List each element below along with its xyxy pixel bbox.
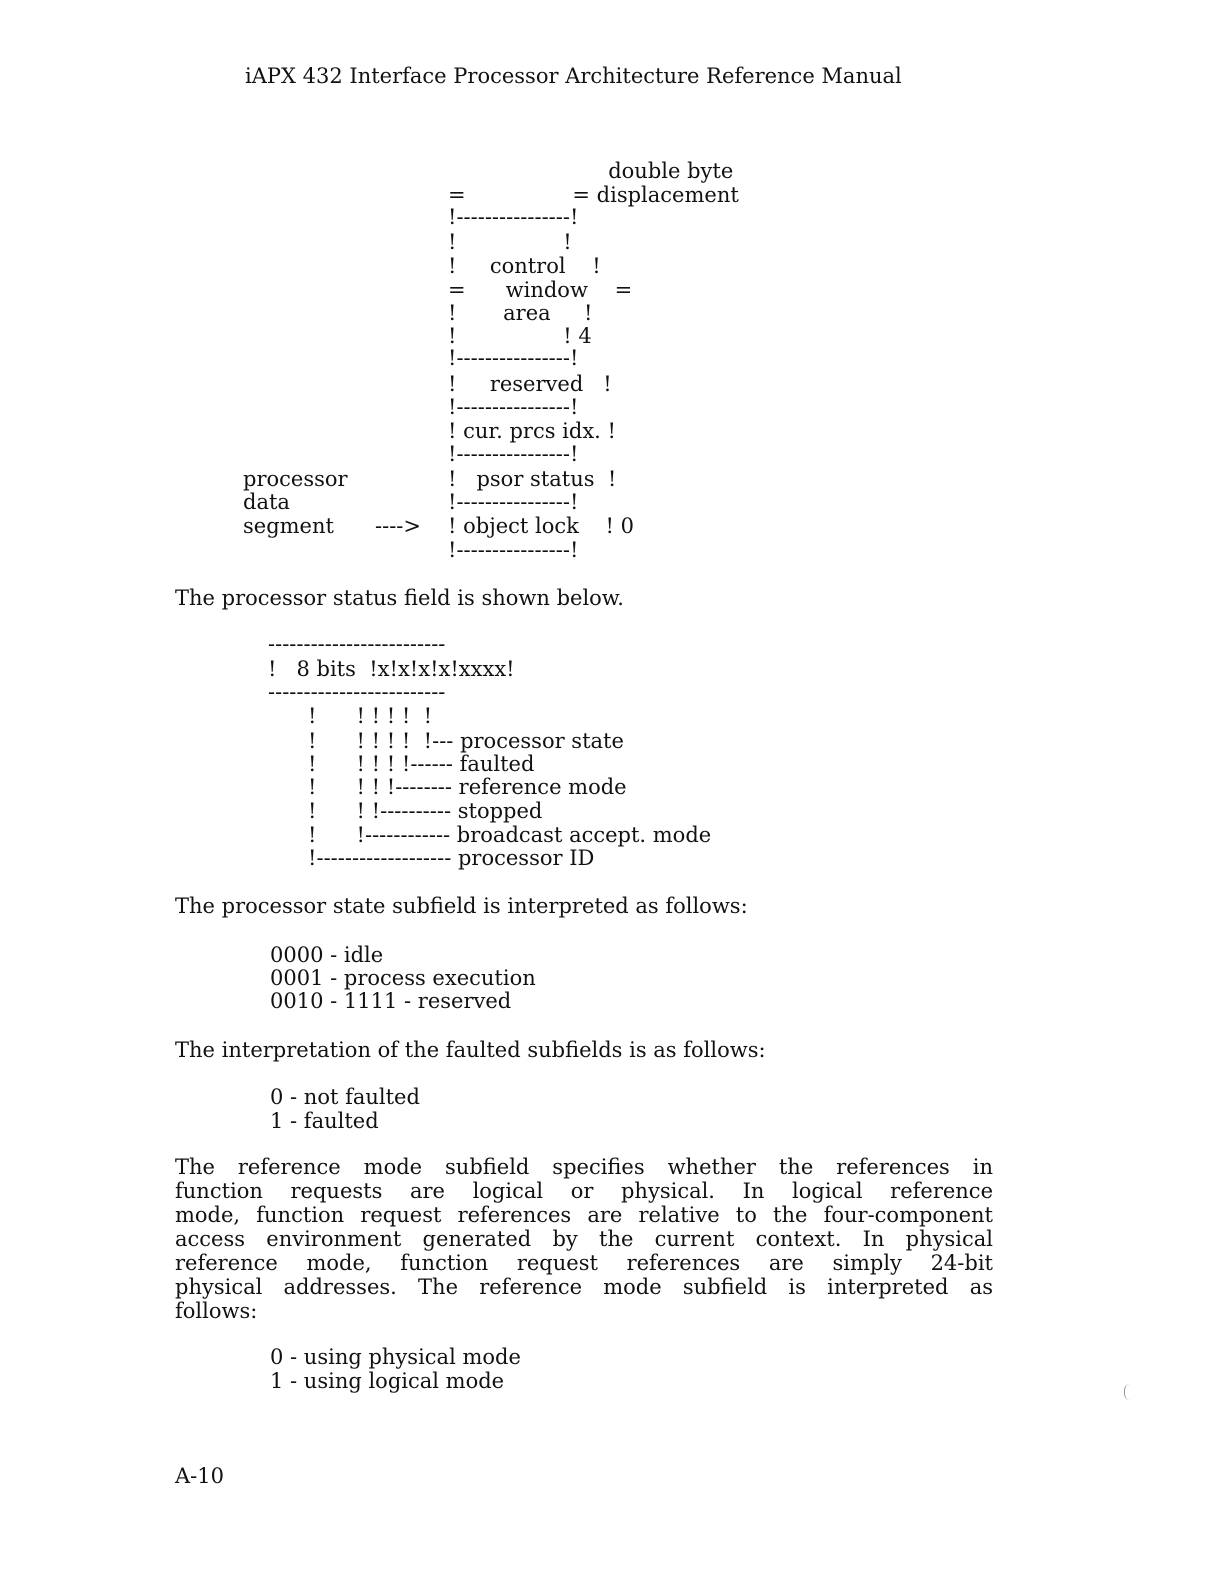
diagram-line: = = displacement: [448, 183, 739, 207]
diagram-line: !----------------!: [448, 442, 579, 466]
running-header: iAPX 432 Interface Processor Architecture Reference Manual: [245, 64, 902, 88]
diagram-line: ! control !: [448, 254, 601, 278]
diagram-label: segment: [243, 514, 334, 538]
diagram-line: ! reserved !: [448, 372, 612, 396]
paragraph-line: reference mode, function request references are simply 24-bit: [175, 1251, 993, 1275]
diagram-label: processor: [243, 467, 348, 491]
paragraph-line: physical addresses. The reference mode subfield is interpreted as: [175, 1275, 993, 1299]
diagram-line: !----------------!: [448, 490, 579, 514]
reference-mode-paragraph: [175, 1155, 993, 1323]
bitfield-line: ! 8 bits !x!x!x!x!xxxx!: [268, 657, 515, 681]
diagram-line: ! ! 4: [448, 324, 592, 348]
diagram-line: !----------------!: [448, 395, 579, 419]
diagram-arrow: ---->: [375, 514, 421, 538]
bitfield-line: -------------------------: [268, 680, 446, 704]
paragraph-line: access environment generated by the current context. In physical: [175, 1227, 993, 1251]
bitfield-line: -------------------------: [268, 632, 446, 656]
diagram-line: !----------------!: [448, 346, 579, 370]
faulted-list-item: 0 - not faulted: [270, 1085, 420, 1109]
diagram-line: !----------------!: [448, 538, 579, 562]
paragraph-line: follows:: [175, 1299, 258, 1323]
paragraph-line: The reference mode subfield specifies whether the references in: [175, 1155, 993, 1179]
bitfield-line: ! ! ! ! ! !: [268, 704, 433, 728]
faulted-list-item: 1 - faulted: [270, 1109, 379, 1133]
status-intro-text: The processor status field is shown below.: [175, 586, 624, 610]
bitfield-line: !------------------- processor ID: [268, 846, 595, 870]
diagram-line: ! !: [448, 230, 572, 254]
scan-artifact-mark: [1124, 1384, 1131, 1400]
diagram-line: double byte: [448, 159, 734, 183]
diagram-line: ! object lock ! 0: [448, 514, 635, 538]
diagram-line: ! area !: [448, 301, 593, 325]
faulted-intro-text: The interpretation of the faulted subfields is as follows:: [175, 1038, 766, 1062]
diagram-label: data: [243, 490, 290, 514]
diagram-line: = window =: [448, 278, 633, 302]
mode-list-item: 1 - using logical mode: [270, 1369, 505, 1393]
bitfield-line: ! !------------ broadcast accept. mode: [268, 823, 712, 847]
bitfield-line: ! ! ! ! ! !--- processor state: [268, 729, 624, 753]
diagram-line: !----------------!: [448, 205, 579, 229]
paragraph-line: function requests are logical or physical. In logical reference: [175, 1179, 993, 1203]
state-intro-text: The processor state subfield is interpreted as follows:: [175, 894, 748, 918]
mode-list-item: 0 - using physical mode: [270, 1345, 521, 1369]
state-list-item: 0000 - idle: [270, 943, 384, 967]
bitfield-line: ! ! !---------- stopped: [268, 799, 543, 823]
page-number: A-10: [175, 1464, 224, 1488]
diagram-line: ! cur. prcs idx. !: [448, 419, 616, 443]
paragraph-line: mode, function request references are relative to the four-component: [175, 1203, 993, 1227]
state-list-item: 0010 - 1111 - reserved: [270, 989, 512, 1013]
bitfield-line: ! ! ! !-------- reference mode: [268, 775, 627, 799]
diagram-line: ! psor status !: [448, 467, 617, 491]
state-list-item: 0001 - process execution: [270, 966, 536, 990]
bitfield-line: ! ! ! ! !------ faulted: [268, 752, 535, 776]
